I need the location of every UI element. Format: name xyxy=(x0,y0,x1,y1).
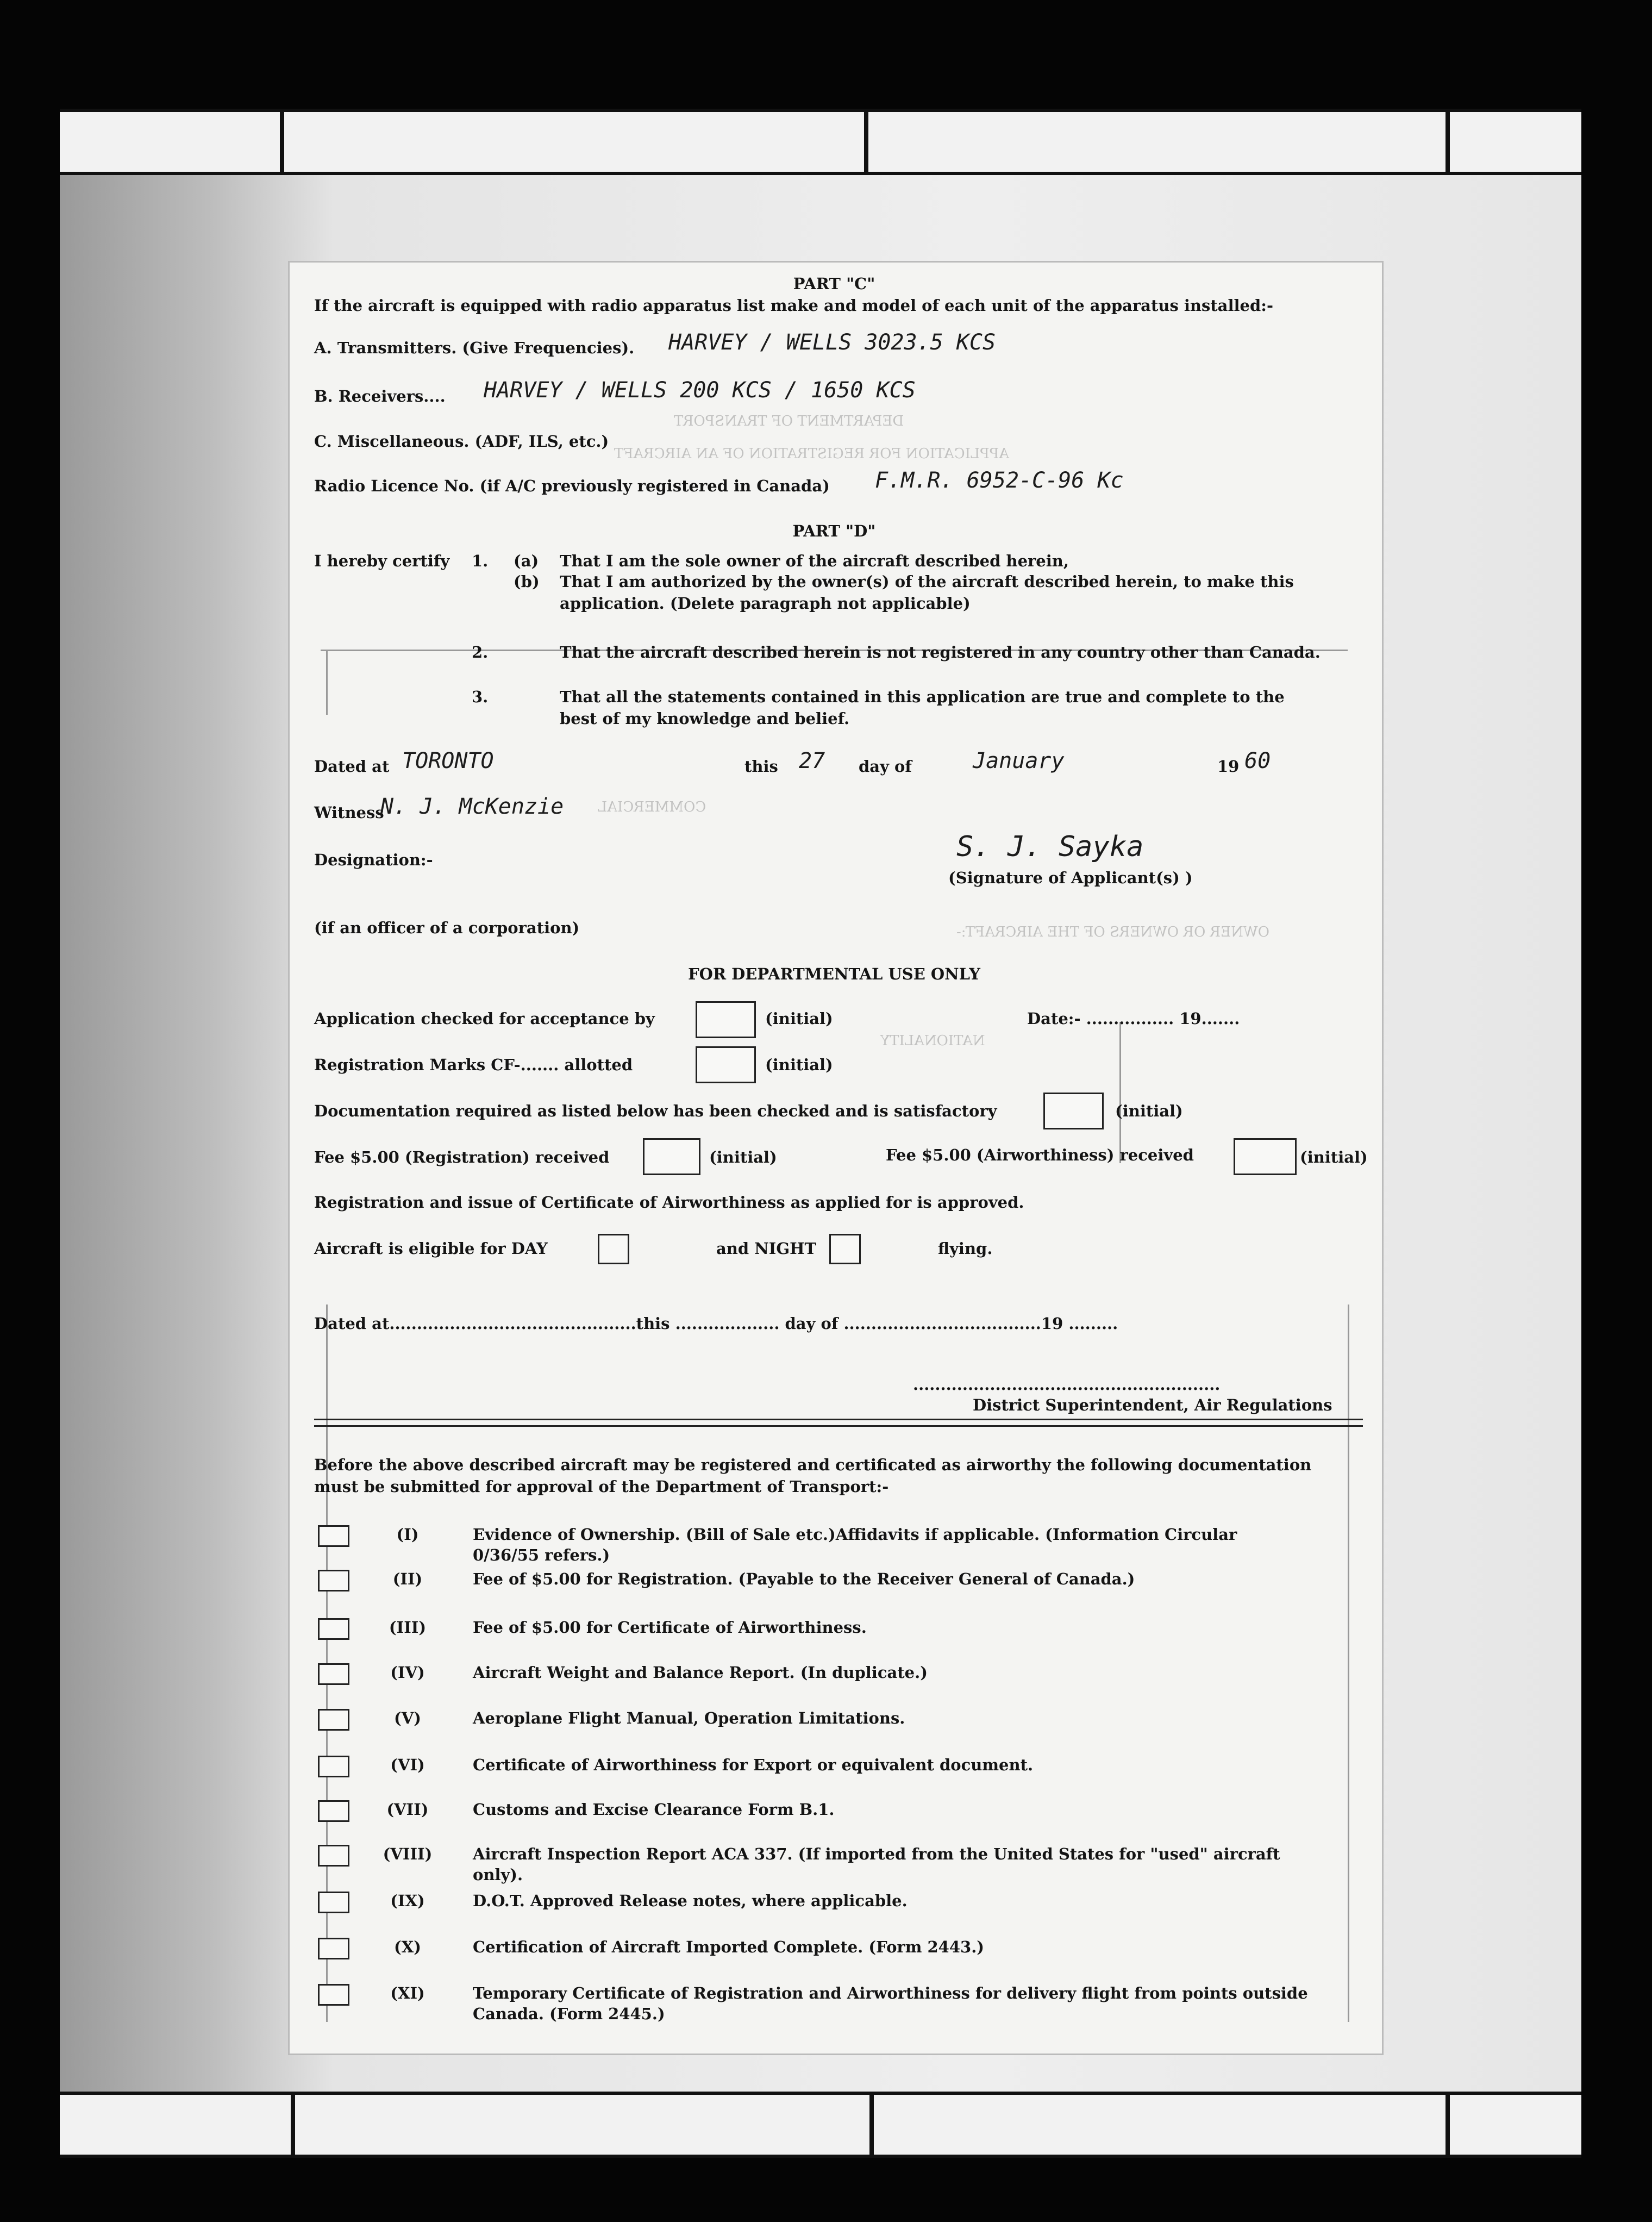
district-superintendent-caption: District Superintendent, Air Regulations xyxy=(973,1396,1332,1414)
double-rule xyxy=(314,1425,1363,1427)
receivers-label: B. Receivers.... xyxy=(314,387,446,405)
bleed-through-line xyxy=(1119,1022,1121,1163)
checklist-text: Customs and Excise Clearance Form B.1. xyxy=(473,1800,835,1819)
checklist-number: (V) xyxy=(394,1709,421,1727)
clause-number: 1. xyxy=(472,552,489,570)
film-tick xyxy=(1446,112,1450,172)
film-tick xyxy=(864,112,868,172)
clause-letter: (a) xyxy=(514,552,539,570)
documentation-label: Documentation required as listed below has been checked and is satisfactory xyxy=(314,1102,997,1120)
initial-caption: (initial) xyxy=(1300,1148,1368,1166)
initial-box[interactable] xyxy=(696,1046,756,1083)
receivers-value[interactable]: HARVEY / WELLS 200 KCS / 1650 KCS xyxy=(484,378,916,403)
initial-caption: (initial) xyxy=(765,1009,833,1028)
checklist-checkbox[interactable] xyxy=(318,1525,349,1547)
checklist-text: Aircraft Inspection Report ACA 337. (If imported from the United States for "used" aircraft xyxy=(473,1845,1280,1863)
checklist-checkbox[interactable] xyxy=(318,1618,349,1640)
this-value[interactable]: 27 xyxy=(799,748,825,773)
checklist-number: (VIII) xyxy=(383,1845,433,1863)
checklist-text: Aeroplane Flight Manual, Operation Limitations. xyxy=(473,1709,905,1727)
radio-licence-value[interactable]: F.M.R. 6952-C-96 Kc xyxy=(875,468,1124,493)
clause-text: That all the statements contained in this application are true and complete to the xyxy=(560,688,1285,706)
checklist-text: Certification of Aircraft Imported Complete. (Form 2443.) xyxy=(473,1938,985,1956)
officer-note: (if an officer of a corporation) xyxy=(314,919,580,937)
miscellaneous-label: C. Miscellaneous. (ADF, ILS, etc.) xyxy=(314,432,609,451)
bleed-through-text: OWNER OR OWNERS OF THE AIRCRAFT:- xyxy=(956,924,1269,940)
fee-airworthiness-label: Fee $5.00 (Airworthiness) received xyxy=(886,1146,1194,1164)
film-tick xyxy=(869,2095,874,2155)
checklist-number: (IV) xyxy=(390,1663,425,1682)
clause-number: 2. xyxy=(472,643,489,661)
checklist-checkbox[interactable] xyxy=(318,1756,349,1777)
checklist-text: D.O.T. Approved Release notes, where applicable. xyxy=(473,1892,908,1910)
signature-dots: ........................................................ xyxy=(913,1375,1221,1394)
checklist-text: only). xyxy=(473,1865,523,1884)
film-strip-bottom xyxy=(60,2092,1581,2158)
dated-at-label: Dated at xyxy=(314,757,390,776)
documentation-intro: Before the above described aircraft may be registered and certificated as airworthy the following documentation xyxy=(314,1456,1312,1474)
dated-at-value[interactable]: TORONTO xyxy=(402,748,494,773)
clause-text: That the aircraft described herein is not registered in any country other than Canada. xyxy=(560,643,1321,661)
film-strip-top xyxy=(60,109,1581,175)
radio-licence-label: Radio Licence No. (if A/C previously registered in Canada) xyxy=(314,477,830,495)
checklist-number: (VI) xyxy=(390,1756,425,1774)
clause-text: application. (Delete paragraph not applicable) xyxy=(560,594,971,613)
checklist-text: Aircraft Weight and Balance Report. (In duplicate.) xyxy=(473,1663,928,1682)
year-value[interactable]: 60 xyxy=(1244,748,1271,773)
applicant-signature[interactable]: S. J. Sayka xyxy=(956,831,1144,863)
clause-text: That I am the sole owner of the aircraft described herein, xyxy=(560,552,1069,570)
checklist-number: (IX) xyxy=(390,1892,425,1910)
initial-box[interactable] xyxy=(1234,1138,1297,1175)
clause-text: That I am authorized by the owner(s) of the aircraft described herein, to make this xyxy=(560,572,1294,591)
checklist-number: (XI) xyxy=(390,1984,425,2002)
clause-letter: (b) xyxy=(514,572,540,591)
this-label: this xyxy=(744,757,778,776)
checked-label: Application checked for acceptance by xyxy=(314,1009,655,1028)
checklist-text: 0/36/55 refers.) xyxy=(473,1546,610,1564)
eligible-day-label: Aircraft is eligible for DAY xyxy=(314,1239,548,1258)
certify-label: I hereby certify xyxy=(314,552,450,570)
checklist-number: (I) xyxy=(396,1525,419,1544)
transmitters-label: A. Transmitters. (Give Frequencies). xyxy=(314,339,635,357)
checklist-checkbox[interactable] xyxy=(318,1845,349,1867)
checklist-checkbox[interactable] xyxy=(318,1938,349,1959)
bleed-through-line xyxy=(326,650,328,715)
checklist-text: Temporary Certificate of Registration and Airworthiness for delivery flight from points outside xyxy=(473,1984,1308,2002)
fee-registration-label: Fee $5.00 (Registration) received xyxy=(314,1148,610,1166)
initial-caption: (initial) xyxy=(765,1056,833,1074)
bleed-through-text: DEPARTMENT OF TRANSPORT xyxy=(674,413,904,429)
signature-caption: (Signature of Applicant(s) ) xyxy=(948,869,1193,887)
initial-box[interactable] xyxy=(696,1001,756,1038)
checklist-number: (X) xyxy=(394,1938,421,1956)
initial-caption: (initial) xyxy=(709,1148,777,1166)
night-checkbox[interactable] xyxy=(829,1234,861,1264)
checklist-text: Evidence of Ownership. (Bill of Sale etc.)Affidavits if applicable. (Information Circular xyxy=(473,1525,1237,1544)
approval-text: Registration and issue of Certificate of Airworthiness as applied for is approved. xyxy=(314,1193,1024,1212)
day-checkbox[interactable] xyxy=(598,1234,629,1264)
double-rule xyxy=(314,1419,1363,1420)
checklist-text: Canada. (Form 2445.) xyxy=(473,2005,665,2023)
designation-label: Designation:- xyxy=(314,851,433,869)
checklist-text: Certificate of Airworthiness for Export or equivalent document. xyxy=(473,1756,1034,1774)
transmitters-value[interactable]: HARVEY / WELLS 3023.5 KCS xyxy=(668,330,996,355)
film-tick xyxy=(280,112,284,172)
checklist-text: Fee of $5.00 for Certificate of Airworthiness. xyxy=(473,1618,867,1637)
film-tick xyxy=(291,2095,295,2155)
film-tick xyxy=(1446,2095,1450,2155)
initial-caption: (initial) xyxy=(1115,1102,1183,1120)
bleed-through-text: APPLICATION FOR REGISTRATION OF AN AIRCRAFT xyxy=(614,446,1009,462)
checklist-checkbox[interactable] xyxy=(318,1984,349,2006)
bleed-through-text: NATIONALITY xyxy=(880,1033,985,1049)
bleed-through-text: COMMERCIAL xyxy=(598,799,706,815)
checklist-text: Fee of $5.00 for Registration. (Payable to the Receiver General of Canada.) xyxy=(473,1570,1135,1588)
night-label: and NIGHT xyxy=(716,1239,817,1258)
witness-label: Witness xyxy=(314,803,384,822)
clause-text: best of my knowledge and belief. xyxy=(560,709,850,728)
year-prefix: 19 xyxy=(1217,757,1240,776)
checklist-checkbox[interactable] xyxy=(318,1800,349,1822)
checklist-checkbox[interactable] xyxy=(318,1663,349,1685)
part-c-intro: If the aircraft is equipped with radio apparatus list make and model of each unit of the apparatus installed:- xyxy=(314,296,1273,315)
documentation-intro: must be submitted for approval of the Department of Transport:- xyxy=(314,1477,889,1496)
clause-number: 3. xyxy=(472,688,489,706)
checklist-checkbox[interactable] xyxy=(318,1892,349,1913)
date-field: Date:- ................ 19....... xyxy=(1027,1009,1240,1028)
checklist-number: (VII) xyxy=(386,1800,429,1819)
part-c-heading: PART "C" xyxy=(793,274,875,293)
dated-at-line: Dated at.............................................this ................... day of ....................................19 ......... xyxy=(314,1314,1118,1333)
initial-box[interactable] xyxy=(1043,1093,1104,1129)
checklist-number: (III) xyxy=(389,1618,427,1637)
checklist-number: (II) xyxy=(392,1570,423,1588)
departmental-heading: FOR DEPARTMENTAL USE ONLY xyxy=(688,965,980,983)
checklist-checkbox[interactable] xyxy=(318,1709,349,1731)
checklist-checkbox[interactable] xyxy=(318,1570,349,1591)
initial-box[interactable] xyxy=(643,1138,700,1175)
flying-label: flying. xyxy=(938,1239,993,1258)
day-of-label: day of xyxy=(859,757,912,776)
day-of-value[interactable]: January xyxy=(973,748,1065,773)
bleed-through-line xyxy=(1348,1305,1349,2022)
witness-signature[interactable]: N. J. McKenzie xyxy=(380,794,564,819)
part-d-heading: PART "D" xyxy=(792,522,876,540)
reg-marks-label: Registration Marks CF-....... allotted xyxy=(314,1056,633,1074)
